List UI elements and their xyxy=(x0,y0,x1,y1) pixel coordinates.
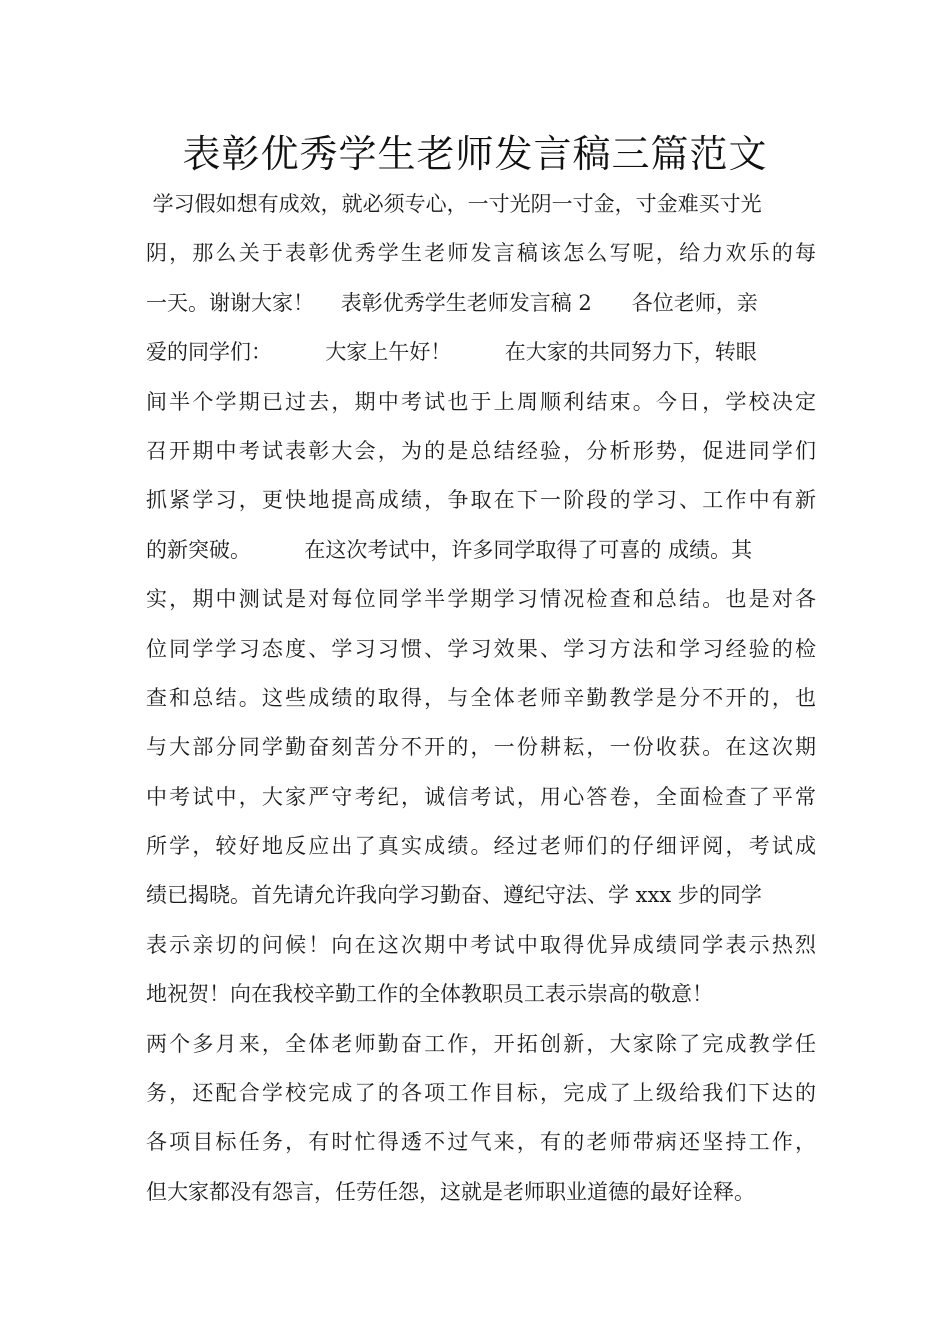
body-line: 位同学学习态度、学习习惯、学习效果、学习方法和学习经验的检 xyxy=(146,636,816,661)
document-body xyxy=(146,180,816,1217)
body-line: 与大部分同学勤奋刻苦分不开的，一份耕耘，一份收获。在这次期 xyxy=(146,735,816,760)
document-title: 表彰优秀学生老师发言稿三篇范文 xyxy=(182,132,768,176)
body-line: 的新突破。 在这次考试中，许多同学取得了可喜的 成绩。其 xyxy=(146,537,753,562)
body-line: 绩已揭晓。首先请允许我向学习勤奋、遵纪守法、学 xxx 步的同学 xyxy=(146,883,762,908)
body-line: 地祝贺！向在我校辛勤工作的全体教职员工表示崇高的敬意！ xyxy=(146,982,713,1007)
body-line: 务，还配合学校完成了的各项工作目标，完成了上级给我们下达的 xyxy=(146,1081,816,1106)
body-line: 表示亲切的问候！向在这次期中考试中取得优异成绩同学表示热烈 xyxy=(146,932,816,957)
body-line: 所学，较好地反应出了真实成绩。经过老师们的仔细评阅，考试成 xyxy=(146,834,816,859)
body-line: 各项目标任务，有时忙得透不过气来，有的老师带病还坚持工作， xyxy=(146,1130,816,1155)
body-line: 爱的同学们： 大家上午好！ 在大家的共同努力下，转眼 xyxy=(146,340,757,365)
body-line: 抓紧学习，更快地提高成绩，争取在下一阶段的学习、工作中有新 xyxy=(146,488,816,513)
body-line: 学习假如想有成效，就必须专心，一寸光阴一寸金，寸金难买寸光 xyxy=(146,192,762,216)
body-line: 召开期中考试表彰大会，为的是总结经验，分析形势，促进同学们 xyxy=(146,438,816,463)
body-line: 阴，那么关于表彰优秀学生老师发言稿该怎么写呢，给力欢乐的每 xyxy=(146,241,816,266)
body-line: 一天。谢谢大家！ 表彰优秀学生老师发言稿 2 各位老师，亲 xyxy=(146,290,758,315)
body-line: 实，期中测试是对每位同学半学期学习情况检查和总结。也是对各 xyxy=(146,587,816,612)
body-line: 但大家都没有怨言，任劳任怨，这就是老师职业道德的最好诠释。 xyxy=(146,1179,755,1204)
body-line: 间半个学期已过去，期中考试也于上周顺利结束。今日，学校决定 xyxy=(146,389,816,414)
body-line: 两个多月来，全体老师勤奋工作，开拓创新，大家除了完成教学任 xyxy=(146,1031,816,1056)
body-line: 中考试中，大家严守考纪，诚信考试，用心答卷，全面检查了平常 xyxy=(146,784,816,809)
body-line: 查和总结。这些成绩的取得，与全体老师辛勤教学是分不开的，也 xyxy=(146,685,816,710)
